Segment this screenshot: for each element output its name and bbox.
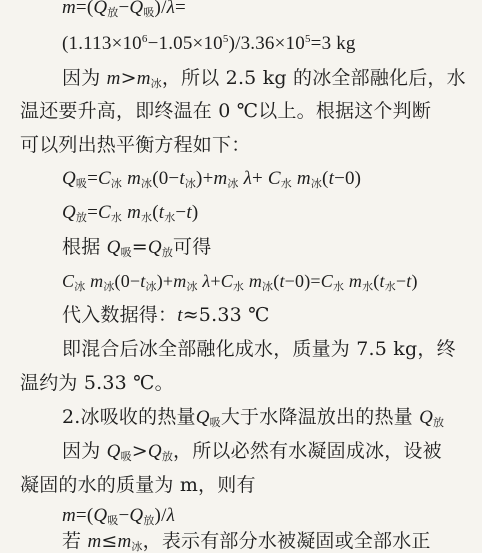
text-line-4: 可以列出热平衡方程如下：	[20, 134, 251, 156]
equation-heat-absorbed: $Q_吸=C_冰$ $m_冰(0-t_冰)+m_冰$ $\lambda+ C_水$ $m_冰(t-0)$	[62, 168, 362, 190]
text-line-12: 2.冰吸收的热量$Q_吸$大于水降温放出的热量 $Q_放$	[62, 406, 445, 429]
formula-mass-frozen: $m=(Q_吸-Q_放)/\lambda$	[62, 505, 175, 527]
formula-line-0: $m=(Q_放-Q_吸)/\lambda=$	[62, 0, 186, 19]
equation-balance: $C_冰$ $m_冰(0-t_冰)+m_冰$ $\lambda+C_水$ $m_冰(t-0)=C_水$ $m_水(t_水-t)$	[62, 271, 418, 293]
text-line-9: 代入数据得：t≈5.33 ℃	[62, 304, 270, 326]
text-line-7: 根据 $Q_吸=Q_放$可得	[62, 236, 212, 259]
text-line-11: 温约为 5.33 ℃。	[20, 372, 174, 394]
text-line-13: 因为 $Q_吸>Q_放$，所以必然有水凝固成冰，设被	[62, 440, 442, 463]
formula-line-1: $(1.113\times 10^6-1.05\times 10^5)/3.36\times 10^5=3$ kg	[62, 33, 356, 54]
text-line-14: 凝固的水的质量为 m，则有	[20, 474, 256, 496]
text-line-16: 若 $m\le m_冰$，表示有部分水被凝固或全部水正	[62, 530, 431, 553]
text-line-10: 即混合后冰全部融化成水，质量为 7.5 kg，终	[62, 338, 456, 360]
text-line-2: 因为 $m>m_冰$，所以 2.5 kg 的冰全部融化后，水	[62, 67, 466, 90]
equation-heat-released: $Q_放=C_水$ $m_水(t_水-t)$	[62, 202, 199, 224]
text-line-3: 温还要升高，即终温在 0 ℃以上。根据这个判断	[20, 100, 432, 122]
